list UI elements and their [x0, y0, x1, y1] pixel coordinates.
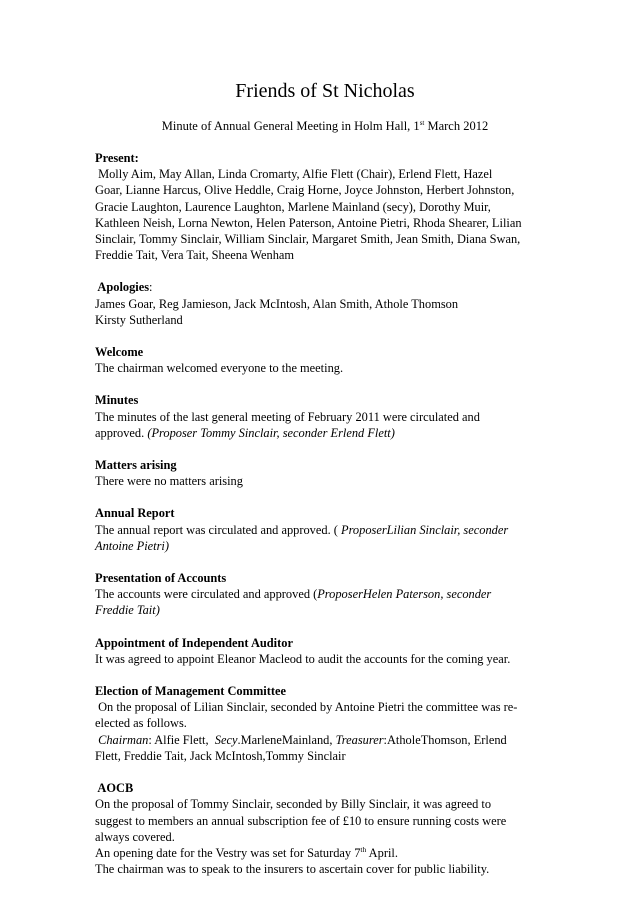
secy-name: .MarleneMainland,	[237, 732, 336, 747]
annual-report-proposer: ProposerLilian Sinclair, seconder	[341, 522, 509, 537]
document-page	[95, 78, 555, 893]
aocb-vestry	[95, 845, 555, 861]
annual-report-heading: Annual Report	[95, 506, 175, 521]
present-line: Kathleen Neish, Lorna Newton, Helen Paterson, Antoine Pietri, Rhoda Shearer, Lilian	[95, 215, 522, 230]
committee-heading: Election of Management Committee	[95, 684, 286, 699]
minutes-approved: approved.	[95, 425, 148, 440]
treasurer-label: Treasurer	[335, 732, 384, 747]
committee-section	[95, 683, 555, 764]
welcome-section	[95, 344, 555, 376]
apologies-heading-colon: :	[149, 280, 153, 295]
aocb-text-2: suggest to members an annual subscription fee of £10 to ensure running costs were	[95, 813, 507, 828]
chairman-label: Chairman	[95, 732, 149, 747]
welcome-text: The chairman welcomed everyone to the meeting.	[95, 361, 344, 376]
document-title: Friends of St Nicholas	[235, 80, 415, 102]
matters-heading: Matters arising	[95, 458, 177, 473]
apologies-line: James Goar, Reg Jamieson, Jack McIntosh, Alan Smith, Athole Thomson	[95, 296, 459, 311]
present-section	[95, 150, 555, 263]
matters-section	[95, 457, 555, 489]
aocb-insurance: The chairman was to speak to the insurers to ascertain cover for public liability.	[95, 862, 490, 877]
annual-report-text	[95, 522, 555, 538]
document-subtitle	[95, 118, 555, 134]
present-heading: Present:	[95, 151, 139, 165]
committee-officers	[95, 732, 555, 748]
aocb-text-3: always covered.	[95, 829, 175, 844]
welcome-heading: Welcome	[95, 345, 144, 360]
present-line: Molly Aim, May Allan, Linda Cromarty, Alfie Flett (Chair), Erlend Flett, Hazel	[95, 167, 493, 182]
minutes-proposer: (Proposer Tommy Sinclair, seconder Erlend Flett)	[147, 425, 395, 440]
subtitle-date: March 2012	[424, 119, 489, 133]
annual-report-plain: The annual report was circulated and approved. (	[95, 522, 341, 537]
present-line: Sinclair, Tommy Sinclair, William Sinclair, Margaret Smith, Jean Smith, Diana Swan,	[95, 232, 521, 247]
committee-text-2: elected as follows.	[95, 716, 187, 731]
apologies-section	[95, 279, 555, 328]
auditor-text: It was agreed to appoint Eleanor Macleod to audit the accounts for the coming year.	[95, 651, 511, 666]
annual-report-seconder: Antoine Pietri)	[95, 538, 169, 553]
aocb-section	[95, 780, 555, 877]
apologies-line: Kirsty Sutherland	[95, 312, 183, 327]
vestry-month: April.	[366, 845, 398, 860]
treasurer-name: :AtholeThomson, Erlend	[383, 732, 507, 747]
accounts-proposer: ProposerHelen Paterson, seconder	[317, 587, 492, 602]
accounts-seconder: Freddie Tait)	[95, 603, 160, 618]
accounts-plain: The accounts were circulated and approved (	[95, 587, 318, 602]
accounts-heading: Presentation of Accounts	[95, 571, 227, 586]
accounts-text-2	[95, 602, 555, 618]
auditor-section	[95, 635, 555, 667]
present-line: Freddie Tait, Vera Tait, Sheena Wenham	[95, 248, 295, 263]
apologies-heading-bold: Apologies	[95, 280, 150, 295]
minutes-heading: Minutes	[95, 393, 139, 408]
committee-text: On the proposal of Lilian Sinclair, seconded by Antoine Pietri the committee was re-	[95, 700, 518, 715]
present-line: Gracie Laughton, Laurence Laughton, Marlene Mainland (secy), Dorothy Muir,	[95, 199, 491, 214]
chairman-name: : Alfie Flett,	[148, 732, 215, 747]
subtitle-text: Minute of Annual General Meeting in Holm Hall, 1	[161, 119, 420, 133]
present-line: Goar, Lianne Harcus, Olive Heddle, Craig Horne, Joyce Johnston, Herbert Johnston,	[95, 183, 515, 198]
matters-text: There were no matters arising	[95, 474, 243, 489]
aocb-heading: AOCB	[95, 781, 134, 796]
vestry-ordinal: th	[360, 844, 367, 854]
accounts-section	[95, 570, 555, 619]
minutes-text-2	[95, 425, 555, 441]
subtitle-ordinal: st	[419, 118, 425, 127]
accounts-text	[95, 586, 555, 602]
aocb-text: On the proposal of Tommy Sinclair, seconded by Billy Sinclair, it was agreed to	[95, 797, 492, 812]
secy-label: Secy	[214, 732, 238, 747]
annual-report-section	[95, 505, 555, 554]
auditor-heading: Appointment of Independent Auditor	[95, 635, 293, 650]
apologies-heading	[95, 279, 555, 295]
committee-members: Flett, Freddie Tait, Jack McIntosh,Tommy Sinclair	[95, 748, 346, 763]
annual-report-text-2	[95, 538, 555, 554]
minutes-section	[95, 392, 555, 441]
minutes-text: The minutes of the last general meeting of February 2011 were circulated and	[95, 409, 480, 424]
vestry-text: An opening date for the Vestry was set for Saturday 7	[95, 845, 361, 860]
